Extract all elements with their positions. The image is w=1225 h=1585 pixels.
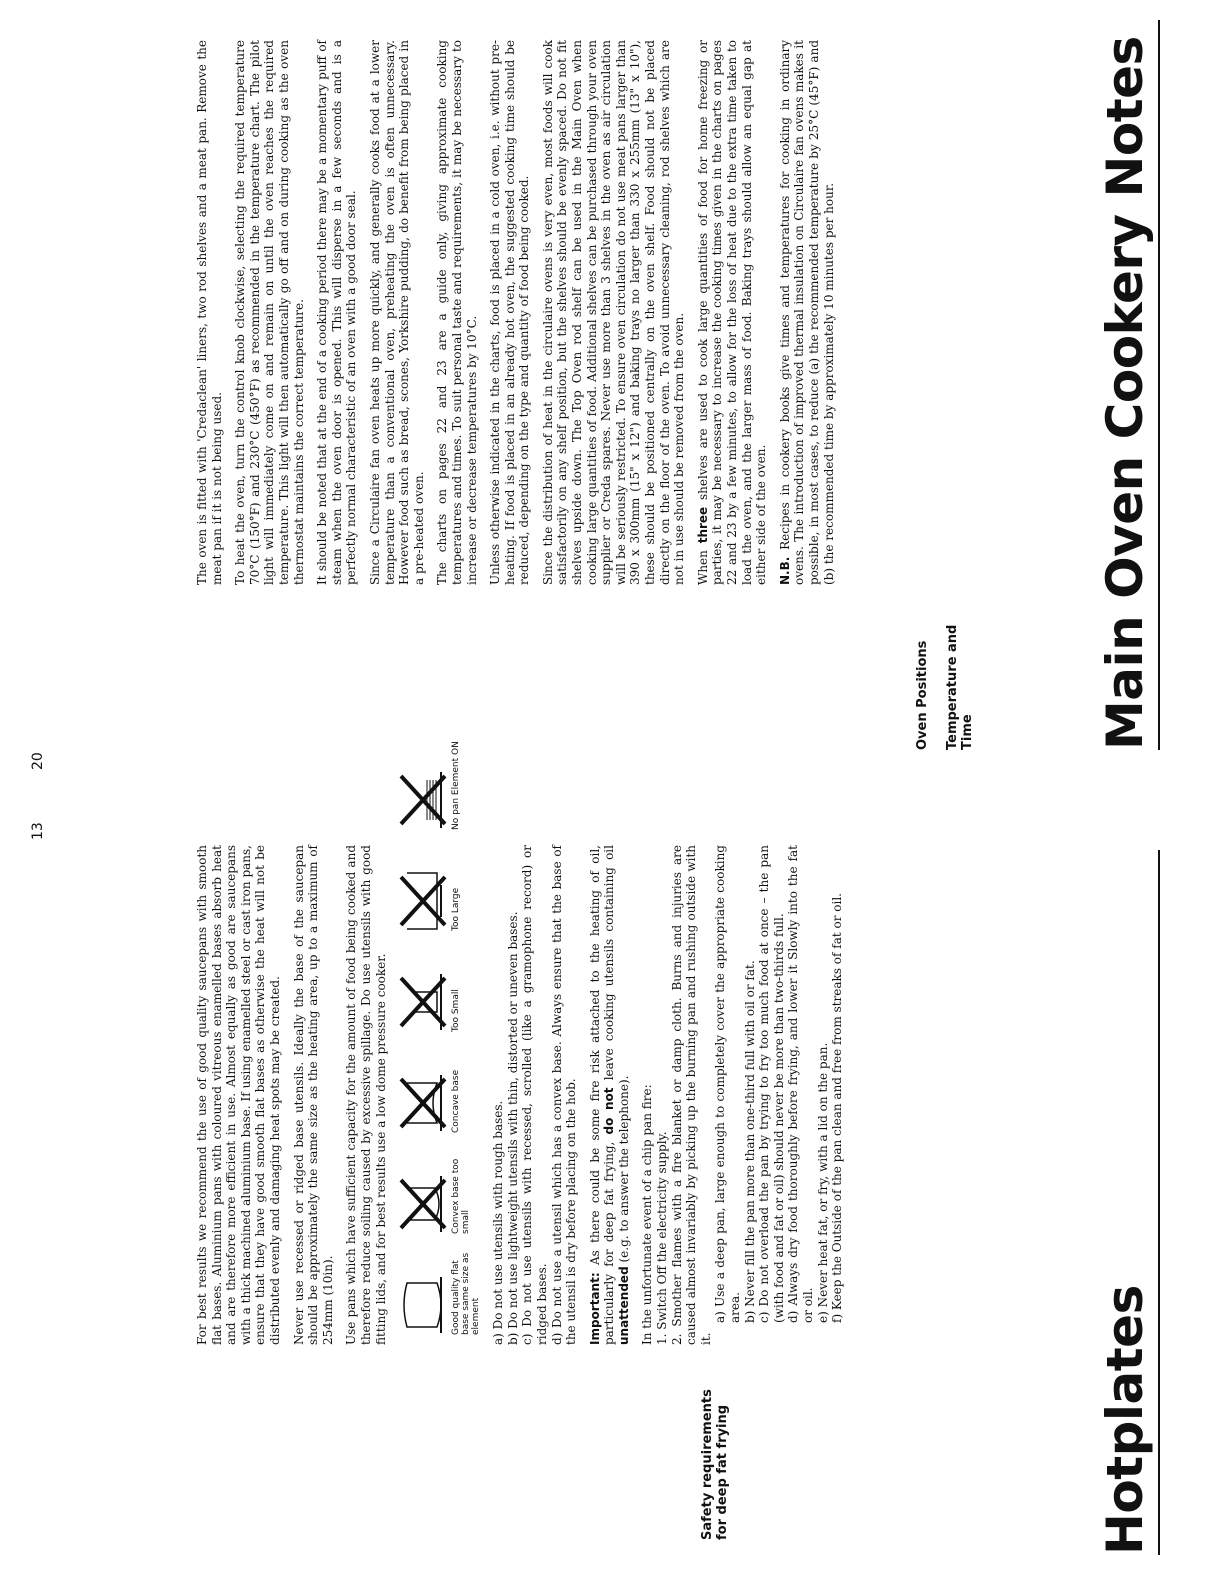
pan-too-large	[397, 836, 481, 931]
list-item: e) Never heat fat, or fry, with a lid on the pan.	[815, 1042, 830, 1323]
left-page-flipped	[0, 0, 1225, 790]
crossed-pan-icon	[397, 1073, 449, 1133]
crossed-element-icon	[397, 770, 449, 830]
text-run: When	[695, 543, 710, 585]
important-text	[588, 845, 632, 1345]
paragraph: Use pans which have sufficient capacity for the amount of food being cooked and therefore reduce soiling caused by excessive spillage. Do use utensils with good fitting lids, and for best results use a low dome pressure cooker.	[344, 845, 388, 1345]
list-item: 1. Switch Off the electricity supply.	[655, 1131, 670, 1345]
crossed-pan-icon	[397, 1174, 449, 1234]
nb-label: N.B.	[777, 556, 792, 585]
list-item: d) Always dry food thoroughly before frying, and lower it Slowly into the fat or oil.	[786, 845, 815, 1323]
pan-caption: Concave base	[451, 1069, 462, 1133]
temperature-text	[696, 40, 769, 585]
pan-caption: Too Large	[451, 887, 462, 931]
right-body	[195, 741, 845, 1345]
list-item: d) Do not use a utensil which has a convex base. Always ensure that the base of the utensil is dry before placing on the hob.	[549, 845, 579, 1345]
bold-run: do not	[602, 1087, 617, 1135]
list-item: a) Use a deep pan, large enough to completely cover the appropriate cooking area.	[713, 845, 743, 1323]
important-label: Important:	[587, 1272, 602, 1345]
good-pan-icon	[397, 1275, 449, 1335]
crossed-pan-icon	[397, 871, 449, 931]
page-number: 20	[30, 752, 46, 770]
text-run: As there could be some fire risk attached to the heating of oil, particularly for deep fat frying,	[587, 845, 617, 1345]
oven-positions-text: Since the distribution of heat in the circulaire ovens is very even, most foods will cook satisfactorily on any shelf position, but the shelves should be evenly spaced. Do not fit shelves upside down. The Top Oven rod shelf can be used in the Main Oven when cooking large quantities of food. Additional shelves can be purchased through your oven supplier or Creda spares. Never use more than 3 shelves in the oven as air circulation will be seriously restricted. To ensure oven circulation do not use meat pans larger than 390 x 300mm (15" x 12") and baking trays no larger than 330 x 255mm (13" x 10"), these should be positioned centrally on the oven shelf. Food should not be placed directly on the floor of the oven. To avoid unnecessary cleaning, rod shelves which are not in use should be removed from the oven.	[540, 40, 687, 585]
title-rule	[1158, 850, 1160, 1555]
list-item: c) Do not use utensils with recessed, scrolled (like a gramophone record) or ridged bases.	[520, 845, 549, 1345]
paragraph: Since a Circulaire fan oven heats up more quickly, and generally cooks food at a lower temperature than a conventional oven, preheating the oven is often unnecessary. However food such as bread, scones, Yorkshire pudding, do benefit from being placed in a pre-heated oven.	[367, 40, 426, 585]
crossed-pan-icon	[397, 972, 449, 1032]
list-item: b) Do not use lightweight utensils with thin, distorted or uneven bases.	[505, 911, 520, 1345]
bold-run: three	[695, 506, 710, 544]
side-label-oven-positions: Oven Positions	[915, 640, 930, 750]
list-item: c) Do not overload the pan by trying to fry too much food at once – the pan (with food and fat or oil) should never be more than two-thirds full.	[757, 845, 786, 1323]
list-item: 2. Smother flames with a fire blanket or damp cloth. Burns and injuries are caused almost invariably by picking up the burning pan and rushing outside with it.	[669, 845, 713, 1345]
paragraph: To heat the oven, turn the control knob clockwise, selecting the required temperature 70°C (150°F) and 230°C (450°F) as recommended in the temperature chart. The pilot light will immediately come on and remain on until the oven reaches the required temperature. This light will then automatically go off and on during cooking as the oven thermostat maintains the correct temperature.	[233, 40, 306, 585]
pan-caption: Convex base too small	[451, 1158, 472, 1234]
text-run: leave cooking utensils containing oil	[602, 845, 617, 1088]
bold-run: unattended	[616, 1266, 631, 1345]
paragraph: Never use recessed or ridged base utensils. Ideally the base of the saucepan should be approximately the same size as the heating area, up to a maximum of 254mm (10in).	[291, 845, 335, 1345]
fire-steps	[655, 845, 713, 1345]
pan-convex	[397, 1139, 481, 1234]
pan-good	[397, 1240, 481, 1335]
text-run: shelves are used to cook large quantities of food for home freezing or parties, it may be necessary to increase the cooking times given in the charts on pages 22 and 23 by a few minutes, to allow for the loss of heat due to the extra time taken to load the oven, and the larger mass of food. Baking trays should allow an equal gap at either side of the oven.	[695, 40, 769, 585]
pan-caption: Too Small	[451, 989, 462, 1032]
title-rule	[1158, 20, 1160, 750]
paragraph: The oven is fitted with 'Credaclean' liners, two rod shelves and a meat pan. Remove the meat pan if it is not being used.	[195, 40, 224, 585]
pan-none	[397, 735, 481, 830]
paragraph: Unless otherwise indicated in the charts, food is placed in a cold oven, i.e. without pre-heating. If food is placed in an already hot oven, the suggested cooking time should be reduced, depending on the type and quantity of food being cooked.	[488, 40, 532, 585]
paragraph: For best results we recommend the use of good quality saucepans with smooth flat bases. Aluminium pans with coloured vitreous enamelled bases absorb heat and are therefore more efficient in use. Almost equally as good are saucepans with a thick machined aluminium base. If using enamelled steel or cast iron pans, ensure that they have good smooth flat bases as otherwise the heat will not be distributed evenly and damaging heat spots may be created.	[195, 845, 282, 1345]
page-number: 13	[30, 822, 46, 840]
paragraph: It should be noted that at the end of a cooking period there may be a momentary puff of steam when the oven door is opened. This will disperse in a few seconds and is a perfectly normal characteristic of an oven with a good door seal.	[315, 40, 359, 585]
list-item: b) Never fill the pan more than one-third full with oil or fat.	[742, 960, 757, 1323]
text-run: Recipes in cookery books give times and temperatures for cooking in ordinary ovens. The introduction of improved thermal insulation on Circulaire fan ovens makes it possible, in most cases, to reduce (a) the recommended temperature by 25°C (45°F) and (b) the recommended time by approximately 10 minutes per hour.	[777, 40, 836, 585]
pan-caption: Good quality flat base same size as element	[451, 1252, 482, 1335]
pan-concave	[397, 1038, 481, 1133]
pan-diagram	[397, 735, 481, 1335]
dont-list	[491, 845, 579, 1345]
page-title: Main Oven Cookery Notes	[1096, 36, 1154, 750]
left-body	[195, 40, 845, 585]
side-label-temperature-time: Temperature and Time	[945, 624, 975, 750]
paragraph: The charts on pages 22 and 23 are a guide only, giving approximate cooking temperatures and times. To suit personal taste and requirements, it may be necessary to increase or decrease temperatures by 10°C.	[435, 40, 479, 585]
fire-intro: In the unfortunate event of a chip pan fire:	[640, 1084, 655, 1345]
nb-text	[778, 40, 836, 585]
pan-too-small	[397, 937, 481, 1032]
pan-caption: No pan Element ON	[451, 741, 462, 830]
list-item: f) Keep the Outside of the pan clean and free from streaks of fat or oil.	[830, 892, 845, 1323]
page-title: Hotplates	[1096, 1285, 1154, 1555]
left-page	[0, 0, 1225, 790]
list-item: a) Do not use utensils with rough bases.	[491, 1100, 506, 1345]
side-label-safety: Safety requirements for deep fat frying	[700, 1389, 730, 1540]
fry-list	[713, 845, 844, 1323]
text-run: (e.g. to answer the telephone).	[616, 1075, 631, 1267]
